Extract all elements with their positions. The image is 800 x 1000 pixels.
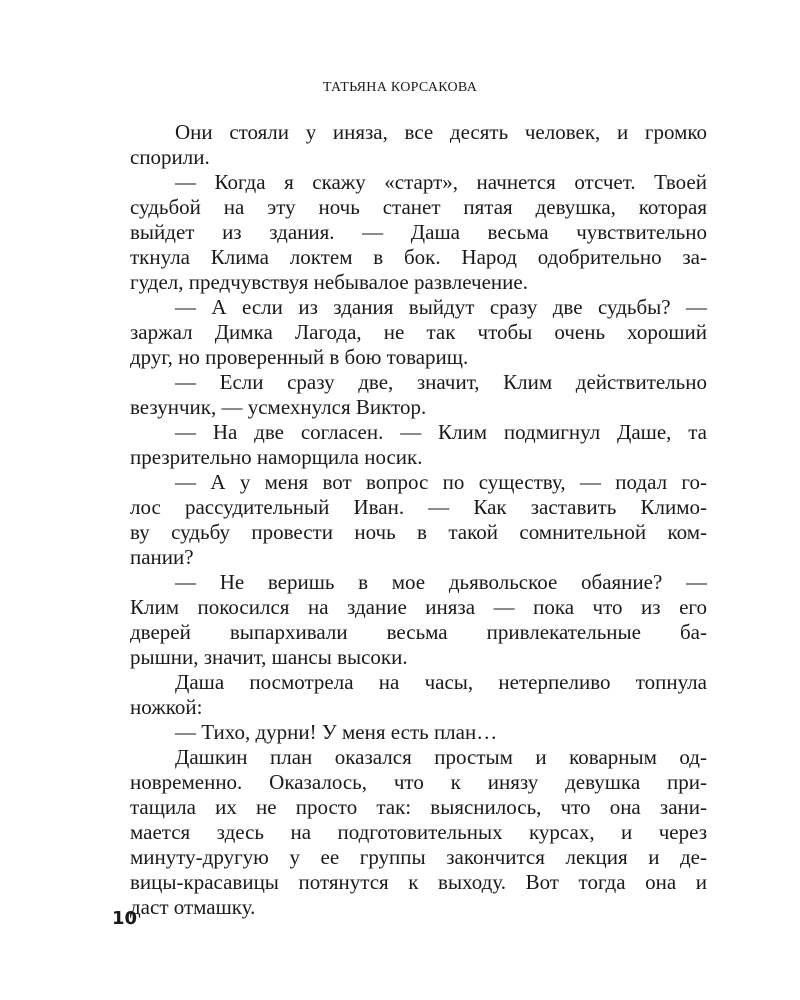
text-line: ткнула Клима локтем в бок. Народ одобрительно за- bbox=[130, 245, 707, 269]
text-line: — Не веришь в мое дьявольское обаяние? — bbox=[175, 570, 707, 594]
text-line: ножкой: bbox=[130, 695, 203, 719]
text-line: — Когда я скажу «старт», начнется отсчет. Твоей bbox=[175, 170, 707, 194]
text-line: презрительно наморщила носик. bbox=[130, 445, 423, 469]
text-line: минуту-другую у ее группы закончится лекция и де- bbox=[130, 845, 707, 869]
text-line: — Тихо, дурни! У меня есть план… bbox=[175, 720, 498, 744]
text-line: Даша посмотрела на часы, нетерпеливо топнула bbox=[175, 670, 707, 694]
page-number: 10 bbox=[112, 908, 138, 929]
text-line: Дашкин план оказался простым и коварным од- bbox=[175, 745, 707, 769]
text-line: — А у меня вот вопрос по существу, — подал го- bbox=[175, 470, 707, 494]
text-line: тащила их не просто так: выяснилось, что она зани- bbox=[130, 795, 707, 819]
text-line: друг, но проверенный в бою товарищ. bbox=[130, 345, 469, 369]
text-line: новременно. Оказалось, что к инязу девушка при- bbox=[130, 770, 707, 794]
running-header: ТАТЬЯНА КОРСАКОВА bbox=[322, 80, 478, 95]
body-text bbox=[130, 120, 707, 920]
text-line: ву судьбу провести ночь в такой сомнительной ком- bbox=[130, 520, 707, 544]
text-line: — На две согласен. — Клим подмигнул Даше, та bbox=[175, 420, 707, 444]
text-line: вицы-красавицы потянутся к выходу. Вот тогда она и bbox=[130, 870, 707, 894]
text-line: — А если из здания выйдут сразу две судьбы? — bbox=[175, 295, 707, 319]
text-line: заржал Димка Лагода, не так чтобы очень хороший bbox=[130, 320, 707, 344]
text-line: мается здесь на подготовительных курсах, и через bbox=[130, 820, 707, 844]
text-line: даст отмашку. bbox=[130, 895, 256, 919]
text-line: выйдет из здания. — Даша весьма чувствительно bbox=[130, 220, 707, 244]
text-line: судьбой на эту ночь станет пятая девушка, которая bbox=[130, 195, 707, 219]
text-line: Они стояли у иняза, все десять человек, и громко bbox=[175, 120, 707, 144]
text-line: рышни, значит, шансы высоки. bbox=[130, 645, 408, 669]
text-line: — Если сразу две, значит, Клим действительно bbox=[175, 370, 707, 394]
text-line: спорили. bbox=[130, 145, 210, 169]
text-line: лос рассудительный Иван. — Как заставить Климо- bbox=[130, 495, 707, 519]
text-line: везунчик, — усмехнулся Виктор. bbox=[130, 395, 427, 419]
text-line: Клим покосился на здание иняза — пока что из его bbox=[130, 595, 707, 619]
text-line: дверей выпархивали весьма привлекательные ба- bbox=[130, 620, 707, 644]
text-line: гудел, предчувствуя небывалое развлечение. bbox=[130, 270, 528, 294]
text-line: пании? bbox=[130, 545, 194, 569]
